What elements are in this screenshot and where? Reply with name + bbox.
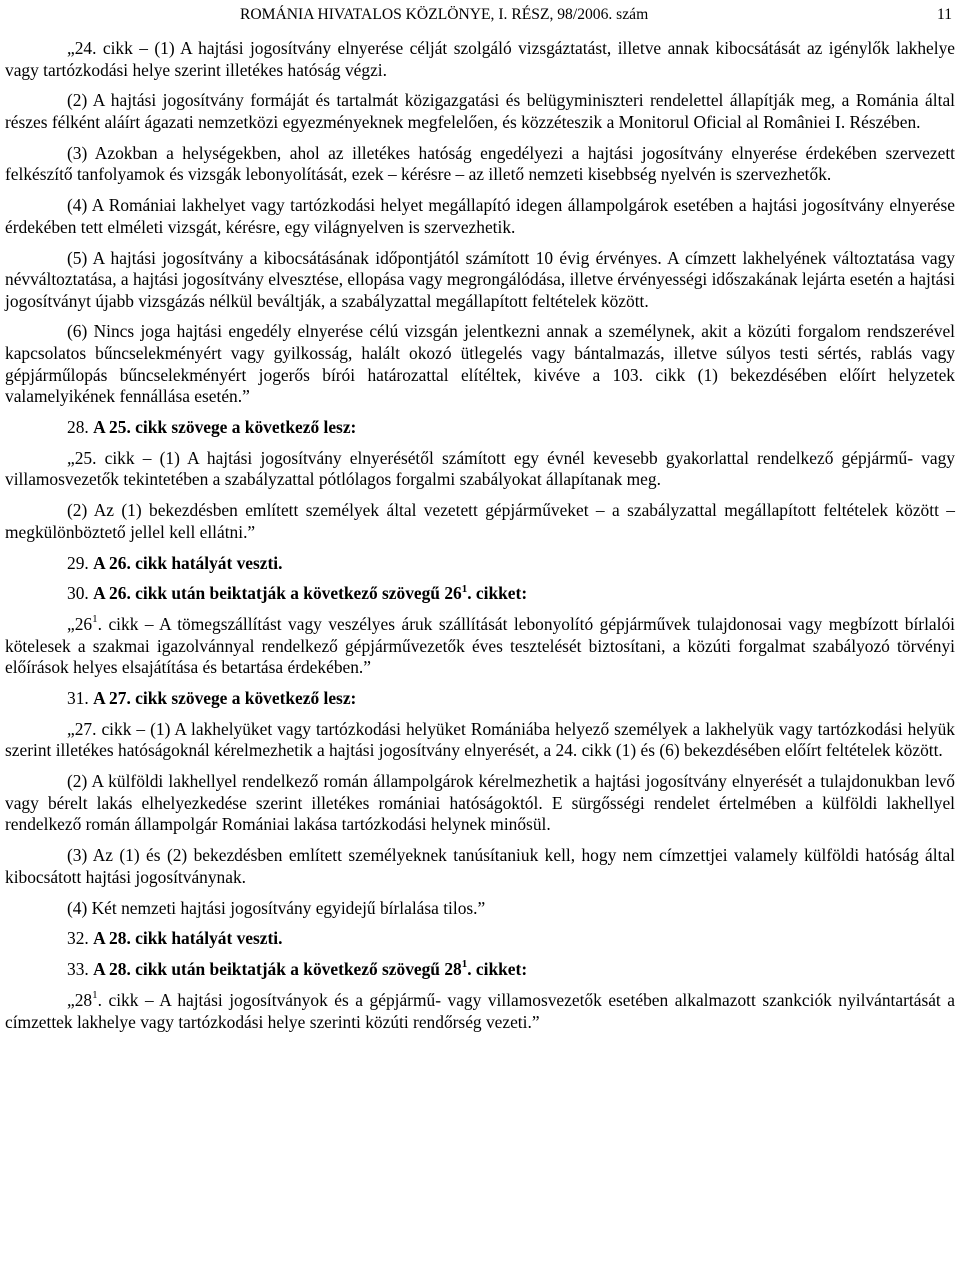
page-number: 11 xyxy=(936,6,952,23)
heading-33-text xyxy=(93,959,527,979)
paragraph-24-5: (5) A hajtási jogosítvány a kibocsátásának időpontjától számított 10 évig érvényes. A címzett lakhelyének változtatása vagy névváltoztatása, a hajtási jogosítvány elvesztése, ellopása vagy megrongálódása, illetve érvényességi időszakának lejárta esetén a hajtási jogosítványt újabb vizsgázás nélkül beváltják, a szabályzattal megállapított feltételek között. xyxy=(5,247,955,311)
page-header xyxy=(240,6,952,28)
paragraph-27-1: „27. cikk – (1) A lakhelyüket vagy tartózkodási helyüket Romániába helyező személyek a lakhelyük vagy tartózkodási helyük szerint illetékes hatóságoknál kérelmezhetik a hajtási jogosítvány elnyerését, a 24. cikk (1) és (6) bekezdésében előírt feltételek között. xyxy=(5,718,955,761)
heading-28-text: A 25. cikk szövege a következő lesz: xyxy=(93,417,357,438)
heading-31-text: A 27. cikk szövege a következő lesz: xyxy=(93,688,357,709)
paragraph-26-1-start: „26 xyxy=(67,614,93,635)
heading-33-number: 33. xyxy=(67,959,89,980)
heading-28 xyxy=(5,417,955,439)
heading-32-text: A 28. cikk hatályát veszti. xyxy=(93,928,283,949)
heading-33-main: A 28. cikk után beiktatják a következő szövegű 28 xyxy=(93,959,462,980)
heading-31 xyxy=(5,688,955,710)
paragraph-24-4: (4) A Romániai lakhelyet vagy tartózkodási helyet megállapító idegen állampolgárok esetében a hajtási jogosítvány elnyerése érdekében tett elméleti vizsgát, kérésre, egy világnyelven is szervezhetik. xyxy=(5,195,955,237)
heading-32 xyxy=(5,928,955,950)
paragraph-28-1-superscript: 1 xyxy=(92,989,98,1002)
paragraph-28-1 xyxy=(5,990,955,1033)
paragraph-26-1-superscript: 1 xyxy=(92,613,98,626)
paragraph-24-1: „24. cikk – (1) A hajtási jogosítvány elnyerése célját szolgáló vizsgáztatást, illetve annak kibocsátását az igénylők lakhelye vagy tartózkodási helye szerint illetékes hatóság végzi. xyxy=(5,38,955,80)
heading-33-end: . cikket: xyxy=(467,959,528,980)
heading-33-superscript: 1 xyxy=(461,958,468,971)
paragraph-25-2: (2) Az (1) bekezdésben említett személyek által vezetett gépjárműveket – a szabályzattal megállapított feltételek között – megkülönböztető jellel kell ellátni.” xyxy=(5,500,955,542)
paragraph-27-3: (3) Az (1) és (2) bekezdésben említett személyeknek tanúsítaniuk kell, hogy nem címzettjei valamely külföldi hatóság által kibocsátott hajtási jogosítványnak. xyxy=(5,845,955,887)
heading-30-text xyxy=(93,583,527,603)
heading-29-number: 29. xyxy=(67,552,89,573)
heading-30 xyxy=(5,583,955,605)
heading-30-number: 30. xyxy=(67,583,89,604)
paragraph-25-1: „25. cikk – (1) A hajtási jogosítvány elnyerésétől számított egy évnél kevesebb gyakorlattal rendelkező gépjármű- vagy villamosvezetők tekintetében a szabályzattal pótlólagos forgalmi szabályokat állapítanak meg. xyxy=(5,447,955,490)
paragraph-24-2: (2) A hajtási jogosítvány formáját és tartalmát közigazgatási és belügyminiszteri rendelettel állapítják meg, a Románia által részes félként aláírt ágazati nemzetközi egyezményeknek megfelelően, és közzéteszik a Monitorul Oficial al României I. Részében. xyxy=(5,90,955,132)
heading-28-number: 28. xyxy=(67,417,89,438)
document-body xyxy=(5,38,955,1042)
paragraph-26-1 xyxy=(5,614,955,679)
paragraph-28-1-start: „28 xyxy=(67,989,93,1010)
paragraph-26-1-body: . cikk – A tömegszállítást vagy veszélyes áruk szállítását lebonyolító gépjárművek tulajdonosai vagy megbízott bírlalói kötelesek a szakmai igazolvánnyal rendelkező gépjárművezetők éves tesztelését biztosítani, a közúti forgalmat szabályozó törvényi előírások helyes elsajátítása és betartása érdekében.” xyxy=(5,614,955,678)
publication-title: ROMÁNIA HIVATALOS KÖZLÖNYE, I. RÉSZ, 98/2006. szám xyxy=(240,6,649,23)
heading-29-text: A 26. cikk hatályát veszti. xyxy=(93,552,283,573)
heading-33 xyxy=(5,959,955,981)
heading-30-main: A 26. cikk után beiktatják a következő szövegű 26 xyxy=(93,583,462,604)
heading-31-number: 31. xyxy=(67,688,89,709)
paragraph-24-3: (3) Azokban a helységekben, ahol az illetékes hatóság engedélyezi a hajtási jogosítvány elnyerése érdekében szervezett felkészítő tanfolyamok és vizsgák lebonyolítását, ezek – kérésre – az illető nemzeti kisebbség nyelvén is szervezhetők. xyxy=(5,142,955,185)
heading-29 xyxy=(5,553,955,575)
paragraph-27-2: (2) A külföldi lakhellyel rendelkező román állampolgárok kérelmezhetik a hajtási jogosítvány elnyerését a tulajdonukban levő vagy bérelt lakás elhelyezkedése szerint illetékes romániai hatóságoktól. E sürgősségi rendelet értelmében a külföldi lakhellyel rendelkező román állampolgár Romániai lakása tartózkodási helynek minősül. xyxy=(5,771,955,835)
heading-32-number: 32. xyxy=(67,928,89,949)
heading-30-end: . cikket: xyxy=(467,583,528,604)
paragraph-24-6: (6) Nincs joga hajtási engedély elnyerése célú vizsgán jelentkezni annak a személynek, akit a közúti forgalom rendszerével kapcsolatos bűncselekményért vagy gyilkosság, halált okozó ütlegelés vagy bántalmazás, illetve súlyos testi sértés, rablás vagy gépjárműlopás bűncselekményért jogerős bírói határozattal elítéltek, kivéve a 103. cikk (1) bekezdésében előírt helyzetek valamelyikének fennállása esetén.” xyxy=(5,321,955,407)
paragraph-28-1-body: . cikk – A hajtási jogosítványok és a gépjármű- vagy villamosvezetők esetében alkalmazott szankciók nyilvántartását a címzettek lakhelye vagy tartózkodási helye szerinti közúti rendőrség vezeti.” xyxy=(5,989,955,1032)
paragraph-27-4: (4) Két nemzeti hajtási jogosítvány egyidejű bírlalása tilos.” xyxy=(67,897,486,918)
heading-30-superscript: 1 xyxy=(461,582,468,595)
